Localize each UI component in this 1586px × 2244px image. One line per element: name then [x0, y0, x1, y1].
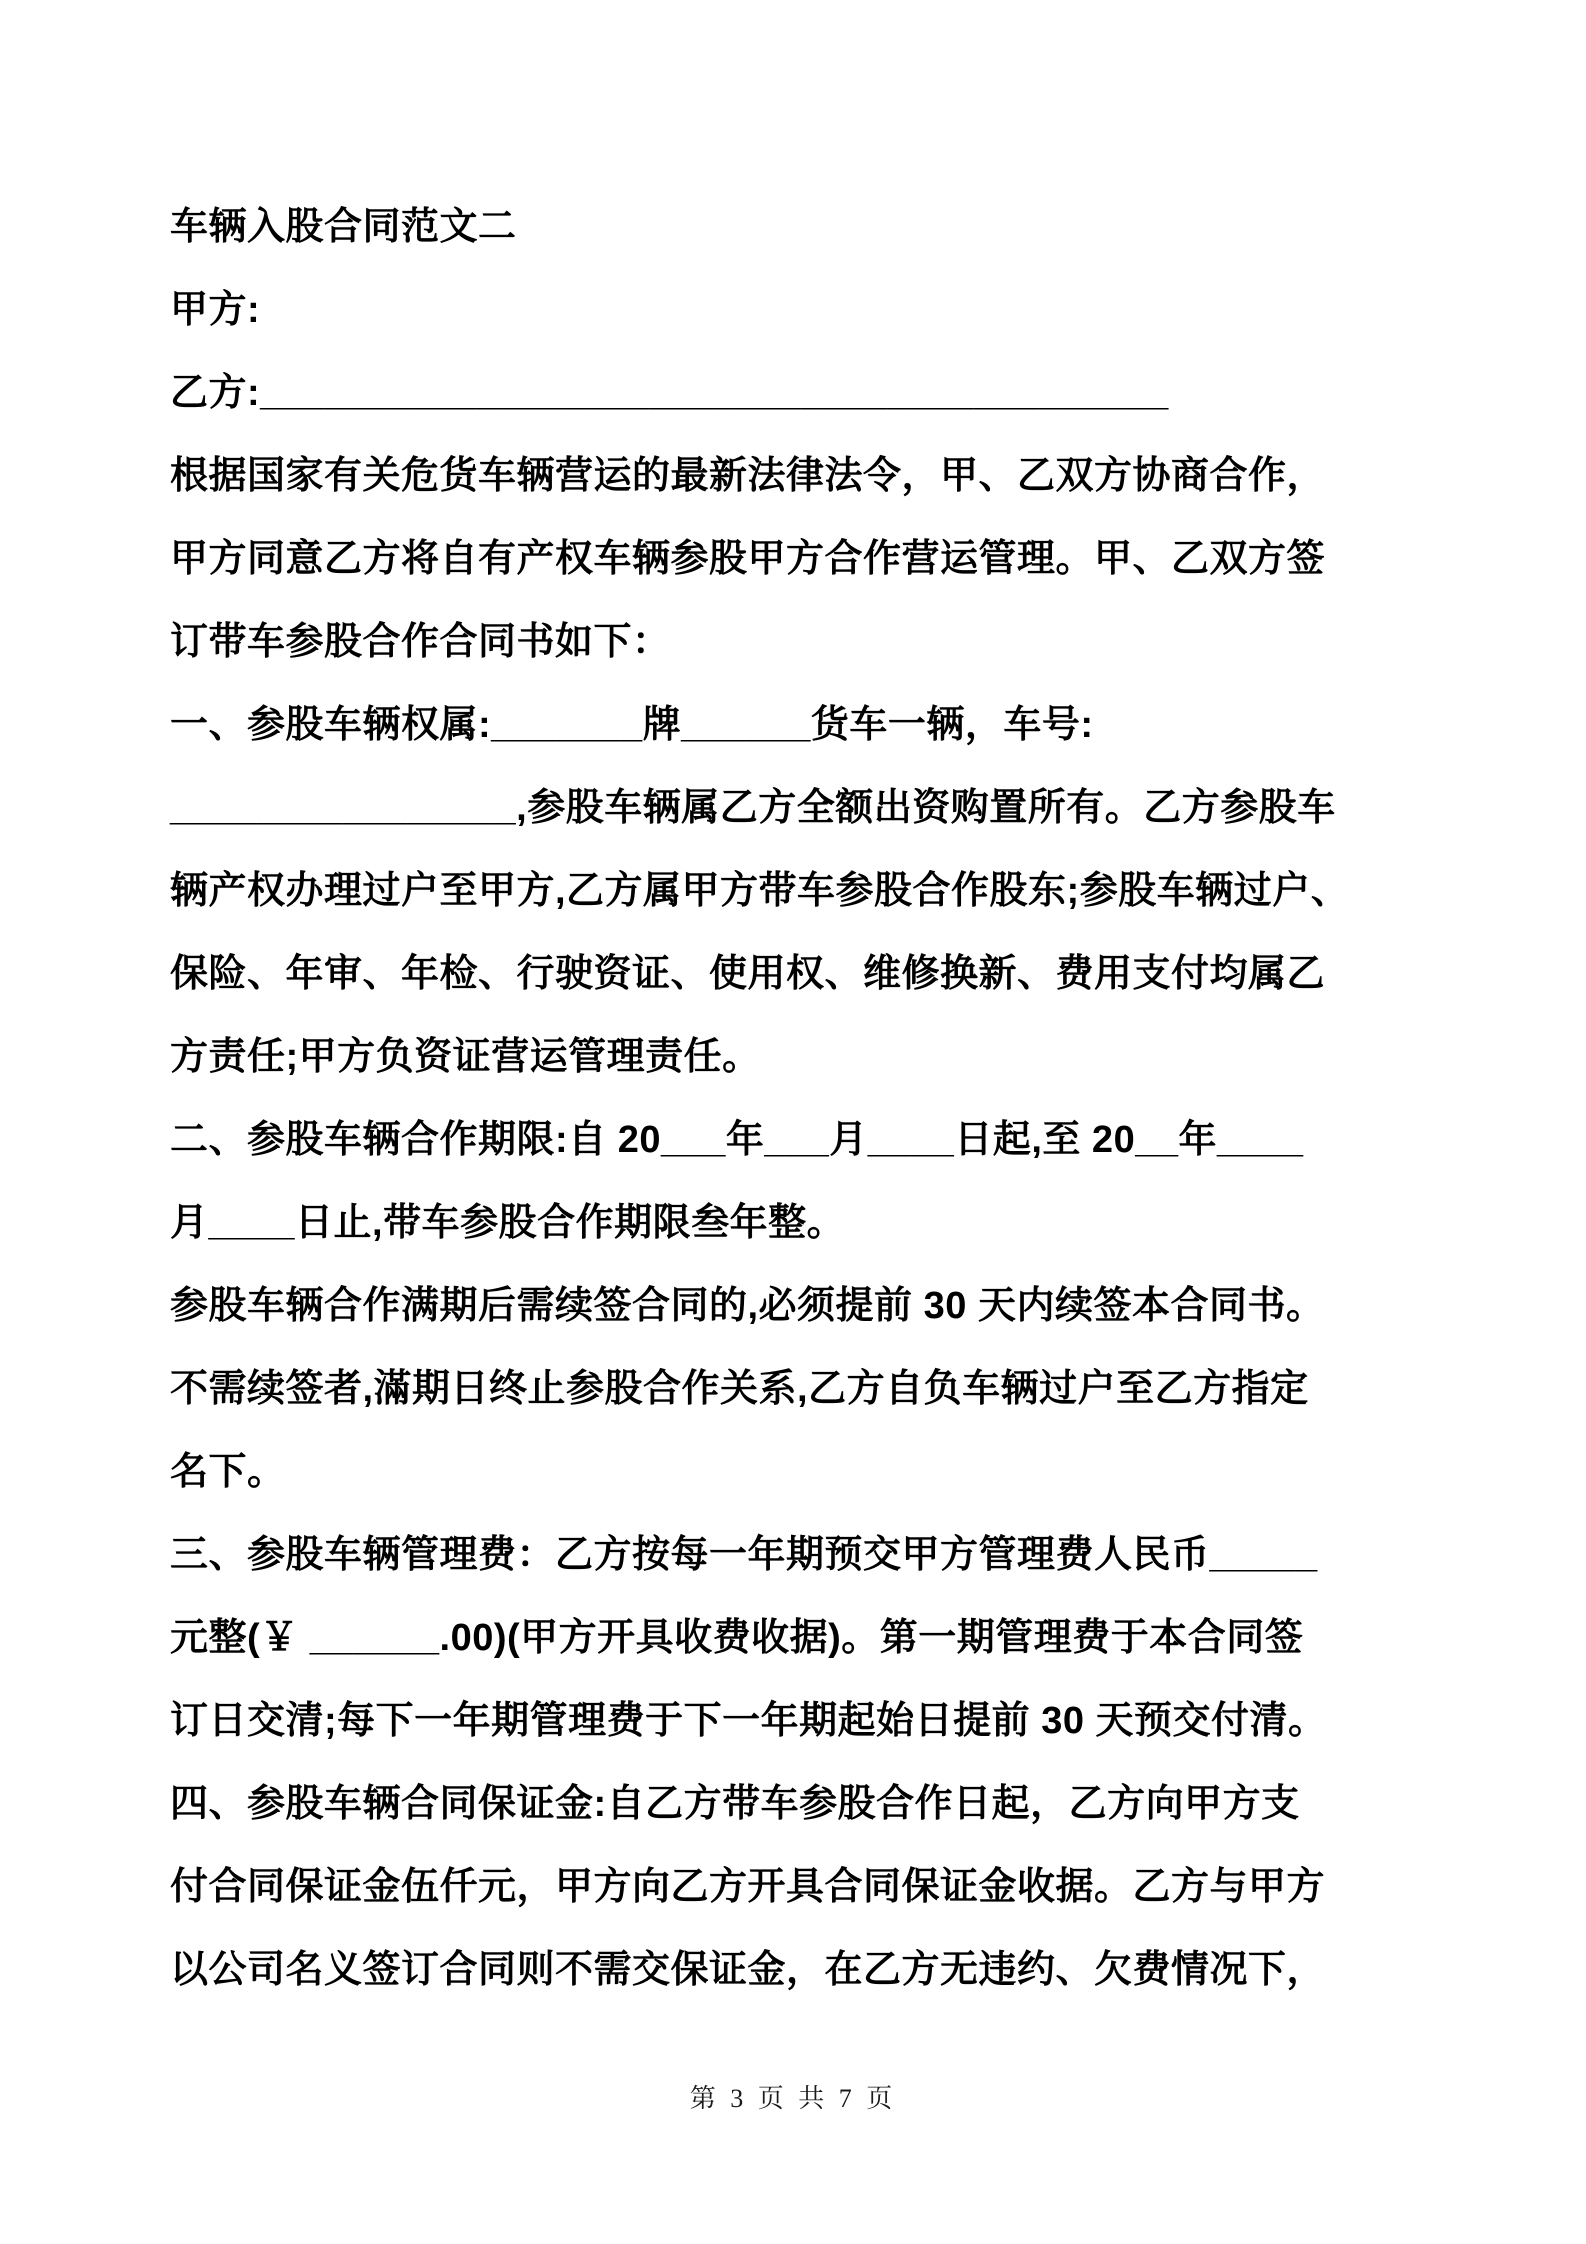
text-line: 根据国家有关危货车辆营运的最新法律法令，甲、乙双方协商合作，	[170, 455, 1326, 497]
document-content	[170, 186, 1440, 2012]
document-title: 车辆入股合同范文二	[170, 206, 517, 248]
text-line: 保险、年审、年检、行驶资证、使用权、维修换新、费用支付均属乙	[170, 953, 1326, 995]
text-line: 乙方:__________________________________________	[170, 372, 1169, 414]
page-footer: 第 3 页 共 7 页	[689, 2084, 897, 2113]
text-line: 付合同保证金伍仟元，甲方向乙方开具合同保证金收据。乙方与甲方	[170, 1866, 1326, 1908]
text-line: 方责任;甲方负资证营运管理责任。	[170, 1036, 761, 1078]
text-line: 一、参股车辆权属:_______牌______货车一辆，车号:	[170, 704, 1094, 746]
text-line: 三、参股车辆管理费：乙方按每一年期预交甲方管理费人民币_____	[170, 1534, 1318, 1576]
text-line: 参股车辆合作满期后需续签合同的,必须提前 30 天内续签本合同书。	[170, 1285, 1325, 1327]
text-line: 甲方同意乙方将自有产权车辆参股甲方合作营运管理。甲、乙双方签	[170, 538, 1326, 580]
document-body	[170, 269, 1440, 2012]
text-line: 二、参股车辆合作期限:自 20___年___月____日起,至 20__年____	[170, 1119, 1304, 1161]
text-line: 名下。	[170, 1451, 286, 1493]
text-line: 四、参股车辆合同保证金:自乙方带车参股合作日起，乙方向甲方支	[170, 1783, 1300, 1825]
text-line: ________________,参股车辆属乙方全额出资购置所有。乙方参股车	[170, 787, 1336, 829]
text-line: 订带车参股合作合同书如下：	[170, 621, 671, 663]
text-line: 甲方:	[170, 289, 261, 331]
text-line: 不需续签者,滿期日终止参股合作关系,乙方自负车辆过户至乙方指定	[170, 1368, 1309, 1410]
text-line: 订日交清;每下一年期管理费于下一年期起始日提前 30 天预交付清。	[170, 1700, 1327, 1742]
text-line: 辆产权办理过户至甲方,乙方属甲方带车参股合作股东;参股车辆过户、	[170, 870, 1350, 912]
text-line: 月____日止,带车参股合作期限叁年整。	[170, 1202, 846, 1244]
text-line: 元整(￥ ______.00)(甲方开具收费收据)。第一期管理费于本合同签	[170, 1617, 1304, 1659]
text-line: 以公司名义签订合同则不需交保证金，在乙方无违约、欠费情况下，	[170, 1949, 1326, 1991]
